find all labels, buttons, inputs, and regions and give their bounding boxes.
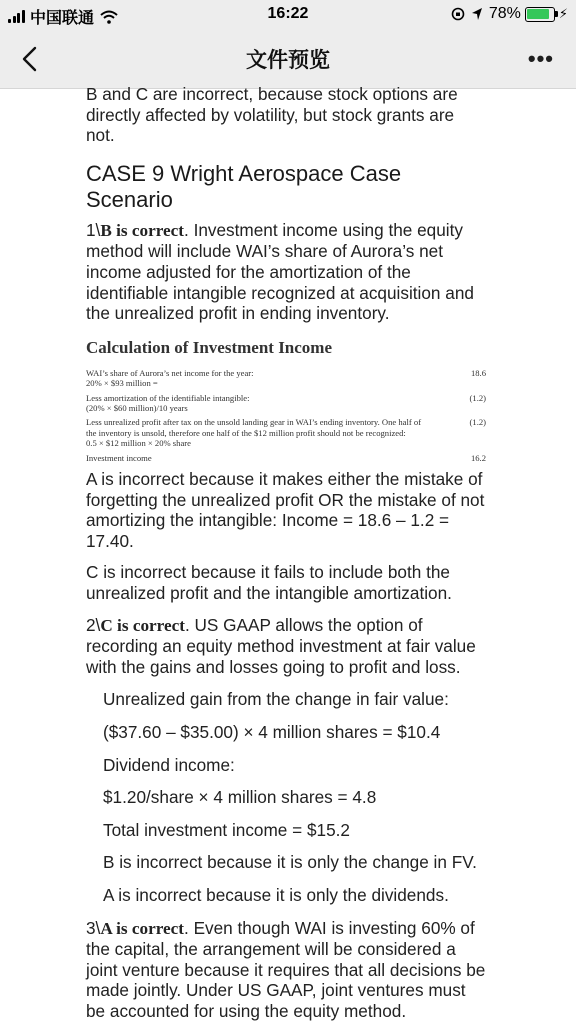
calc-line: A is incorrect because it is only the dividends.	[103, 884, 449, 905]
case-heading: CASE 9 Wright Aerospace Case Scenario	[86, 160, 402, 212]
c-incorrect-paragraph: C is incorrect because it fails to include both the unrealized profit and the intangible amortization.	[86, 562, 452, 603]
charging-icon: ⚡	[558, 6, 568, 21]
battery-percent: 78%	[488, 5, 521, 22]
answer-2-verdict: C is correct	[100, 615, 185, 635]
calc-table-title: Calculation of Investment Income	[86, 337, 333, 357]
calc-row-detail: (20% × $60 million)/10 years	[86, 402, 188, 413]
calc-row-detail: 0.5 × $12 million × 20% share	[86, 438, 191, 449]
calc-table	[86, 368, 486, 463]
calc-row	[86, 368, 486, 389]
calc-row	[86, 393, 486, 414]
calc-row-detail: 20% × $93 million =	[86, 378, 158, 389]
status-right	[451, 5, 568, 23]
calc-line: $1.20/share × 4 million shares = 4.8	[103, 787, 377, 808]
a-incorrect-paragraph: A is incorrect because it makes either the mistake of forgetting the unrealized profit OR the mistake of not amortizing the intangible: Income = 18.6 – 1.2 = 17.40.	[86, 469, 485, 551]
answer-2-text: . US GAAP allows the option of recording an equity method investment at fair value with the gains and losses going to profit and loss.	[86, 614, 476, 677]
calc-line: B is incorrect because it is only the change in FV.	[103, 852, 477, 873]
answer-1-text: . Investment income using the equity method will include WAI’s share of Aurora’s net income adjusted for the amortization of the identifiable intangible recognized at acquisition and the unrealized profit in ending inventory.	[86, 219, 474, 324]
calc-line: ($37.60 – $35.00) × 4 million shares = $10.4	[103, 721, 441, 742]
calc-row-label: Less amortization of the identifiable intangible:	[86, 392, 250, 403]
calc-row-label: Investment income	[86, 452, 152, 463]
intro-paragraph: B and C are incorrect, because stock options are directly affected by volatility, but stock grants are not.	[86, 84, 458, 146]
answer-3-paragraph	[86, 918, 486, 1022]
calc-row-value: 18.6	[470, 367, 486, 378]
calc-row-value: (1.2)	[469, 392, 486, 403]
answer-3-text: . Even though WAI is investing 60% of the capital, the arrangement will be considered a joint venture because it requires that all decisions be made jointly. Under US GAAP, joint ventures must be accounted for using the equity method.	[86, 917, 486, 1021]
document-content	[86, 84, 486, 1021]
calc-row-label: WAI’s share of Aurora’s net income for the year:	[86, 367, 254, 378]
clock: 16:22	[267, 5, 309, 22]
calc-row-value: 16.2	[470, 452, 486, 463]
calc-row-label: Less unrealized profit after tax on the unsold landing gear in WAI’s ending inventory. One half of the inventory is unsold, therefore one half of the $12 million profit should not be recognized:	[86, 417, 422, 438]
battery-icon	[525, 7, 555, 22]
calc-row	[86, 417, 486, 448]
calc-row-total	[86, 453, 486, 463]
answer-2-number: 2\	[86, 614, 101, 635]
calc-line: Dividend income:	[103, 754, 235, 775]
status-bar	[0, 0, 576, 30]
calc-line: Total investment income = $15.2	[103, 819, 350, 840]
answer-3-verdict: A is correct	[100, 918, 185, 938]
answer-1-paragraph	[86, 220, 486, 324]
page-title: 文件预览	[246, 48, 330, 72]
nav-bar	[0, 30, 576, 89]
answer-1-verdict: B is correct	[100, 220, 185, 240]
carrier-label: 中国联通	[30, 10, 95, 27]
answer-1-number: 1\	[86, 219, 101, 240]
calc-row-value: (1.2)	[469, 417, 486, 428]
more-options-icon[interactable]: •••	[527, 46, 554, 71]
answer-2-paragraph	[86, 615, 486, 678]
orientation-lock-icon	[451, 7, 465, 21]
location-icon	[471, 7, 483, 21]
answer-3-number: 3\	[86, 917, 101, 938]
calc-line: Unrealized gain from the change in fair value:	[103, 689, 449, 710]
